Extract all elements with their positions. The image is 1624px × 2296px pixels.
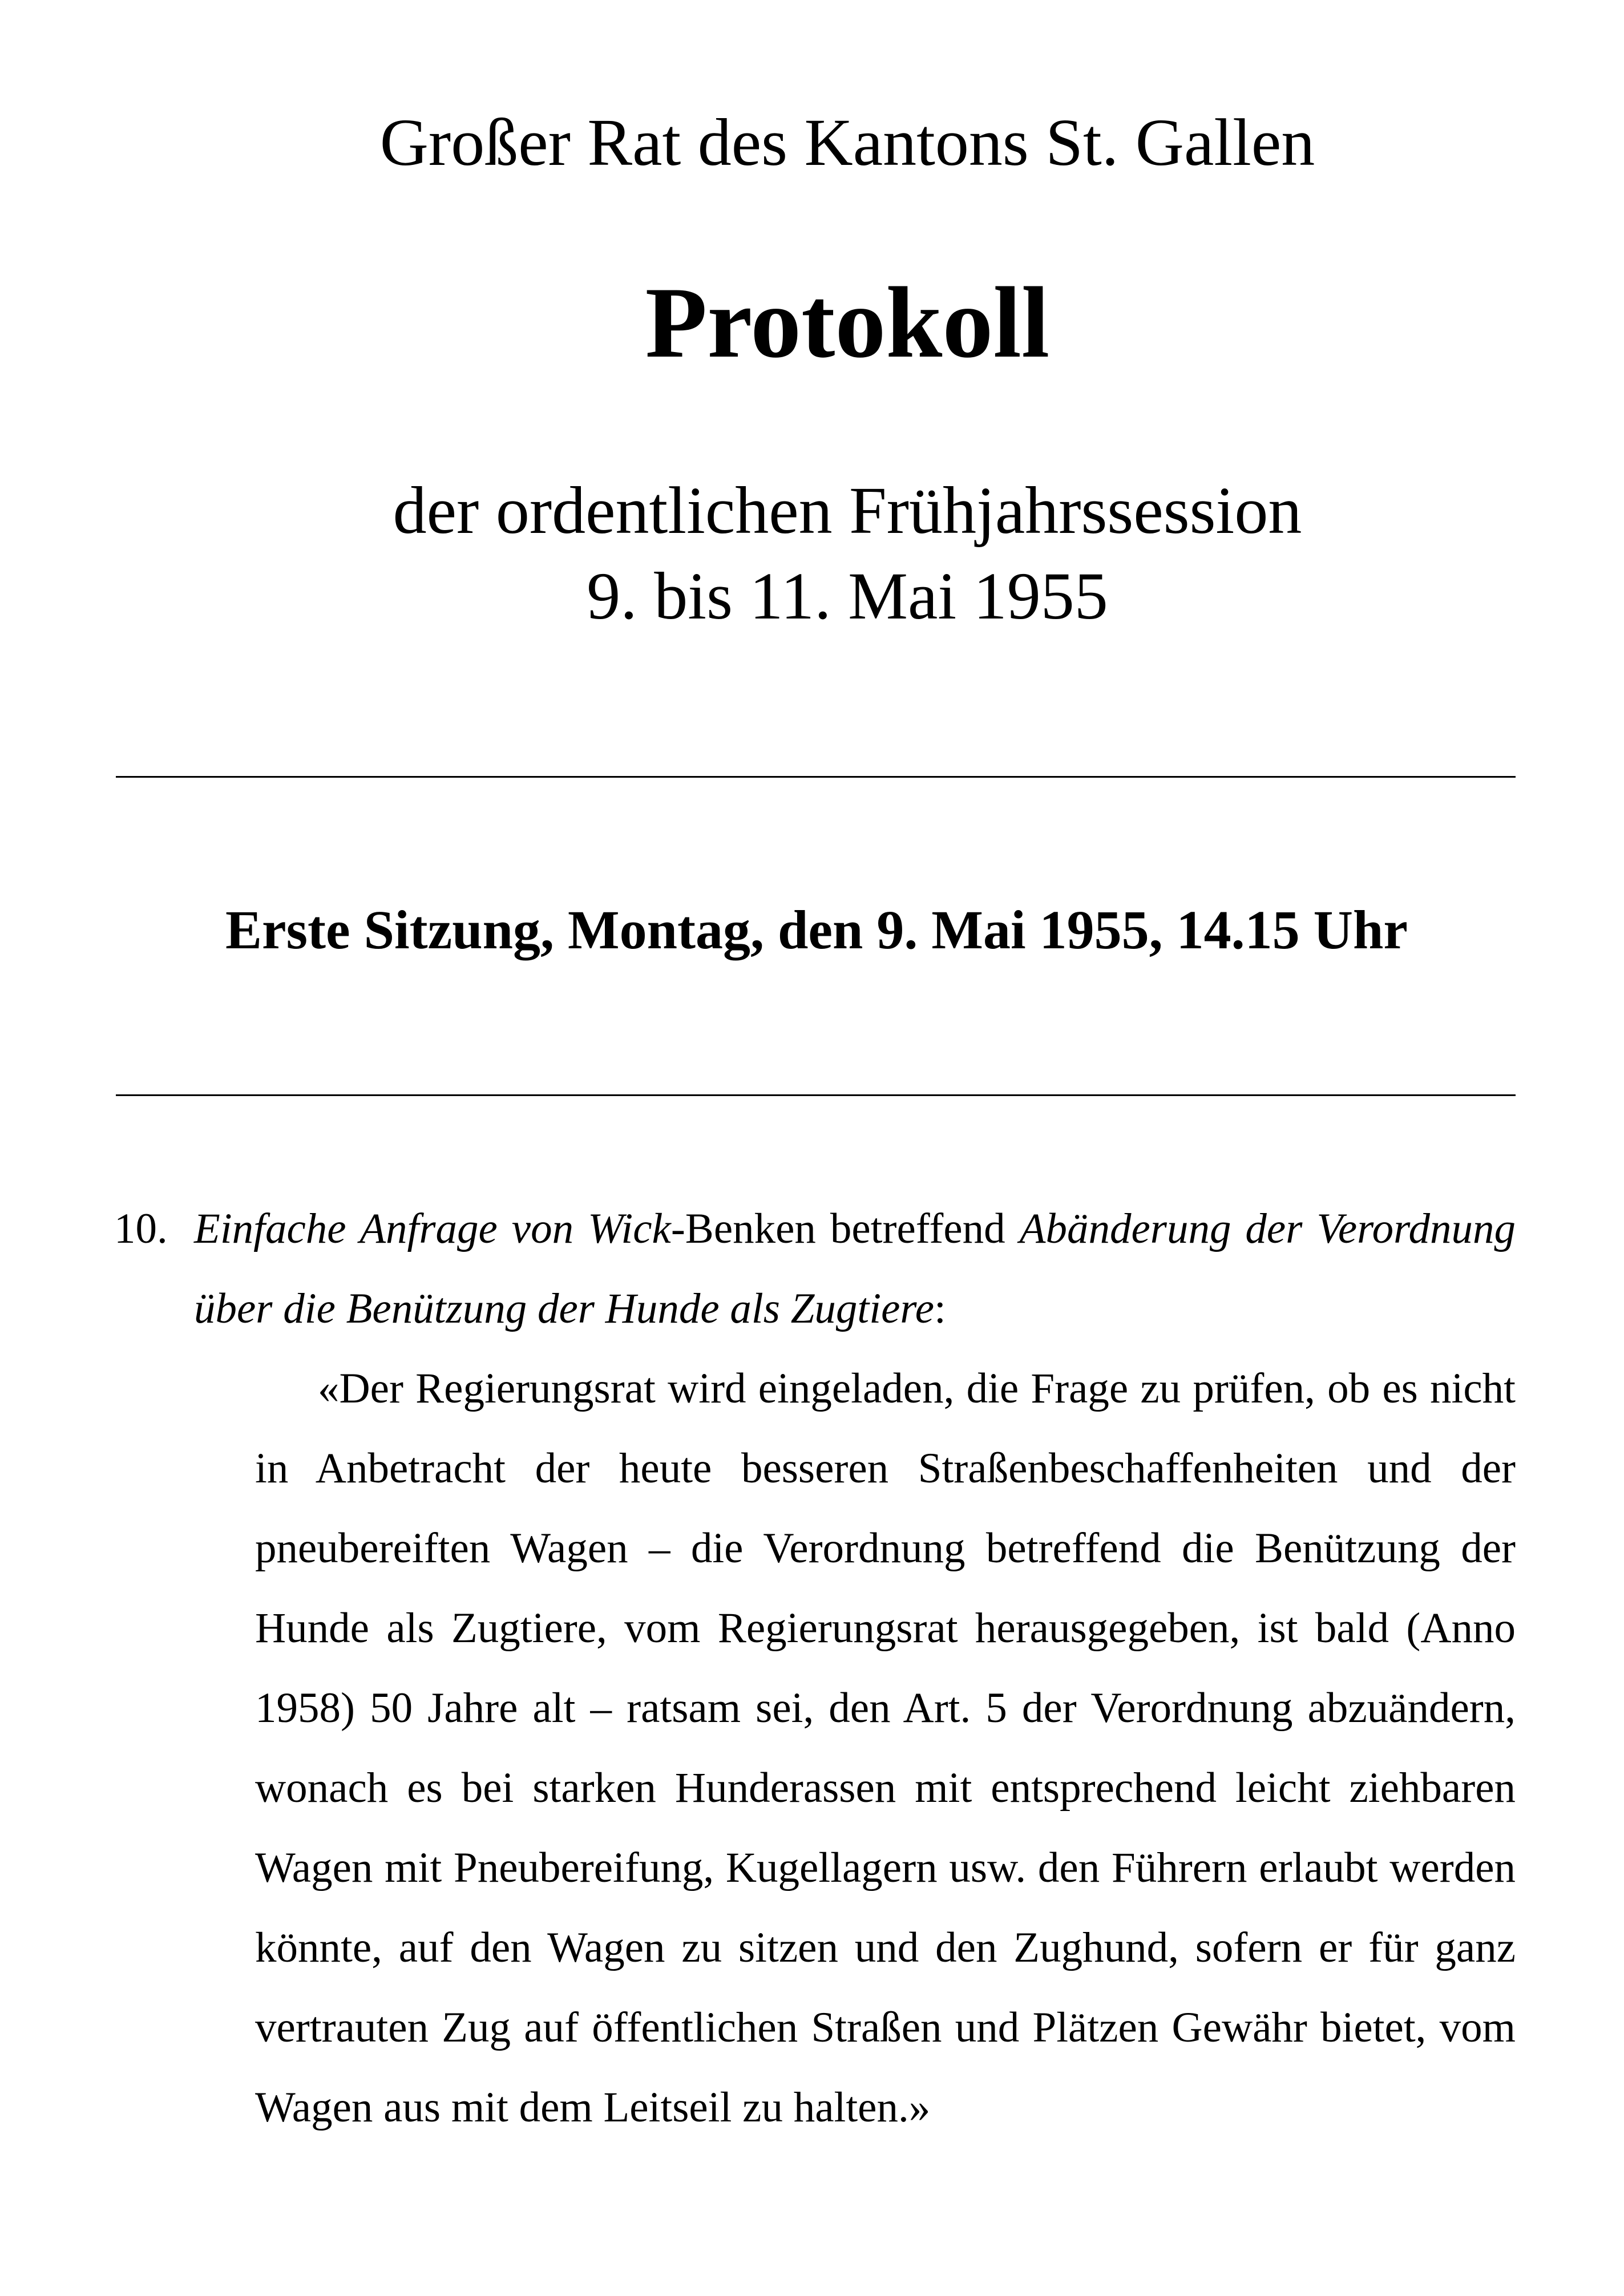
agenda-item [114, 1189, 1516, 2190]
item-heading-italic-2: Abänderung der Verordnung über die Benützung der Hunde als Zugtiere [194, 1205, 1516, 1332]
session-info [0, 468, 1624, 639]
sitting-heading: Erste Sitzung, Montag, den 9. Mai 1955, 14.15 Uhr [225, 899, 1408, 960]
item-quote: «Der Regierungsrat wird eingeladen, die Frage zu prüfen, ob es nicht in Anbetracht der heute besseren Straßenbeschaffenheiten und der pneubereiften Wagen – die Verordnung betreffend die Benützung der Hunde als Zugtiere, vom Regierungsrat herausgegeben, ist bald (Anno 1958) 50 Jahre alt – ratsam sei, den Art. 5 der Verordnung abzuändern, wonach es bei starken Hunderassen mit entsprechend leicht ziehbaren Wagen mit Pneubereifung, Kugellagern usw. den Führern erlaubt werden könnte, auf den Wagen zu sitzen und den Zughund, sofern er für ganz vertrauten Zug auf öffentlichen Straßen und Plätzen Gewähr bietet, vom Wagen aus mit dem Leitseil zu halten.» [255, 1365, 1516, 2131]
council-name: Großer Rat des Kantons St. Gallen [379, 105, 1315, 180]
item-number: 10. [114, 1205, 168, 1252]
item-heading-italic-1: Einfache Anfrage von Wick [194, 1205, 671, 1252]
session-dates: 9. bis 11. Mai 1955 [587, 559, 1108, 633]
document-title: Protokoll [645, 266, 1050, 379]
divider-top [116, 776, 1516, 778]
divider-bottom [116, 1094, 1516, 1096]
item-heading-text-2: : [934, 1285, 946, 1332]
item-heading-text-1: -Benken betreffend [670, 1205, 1020, 1252]
session-name: der ordentlichen Frühjahrssession [393, 473, 1302, 548]
item-heading [194, 1189, 1516, 1349]
